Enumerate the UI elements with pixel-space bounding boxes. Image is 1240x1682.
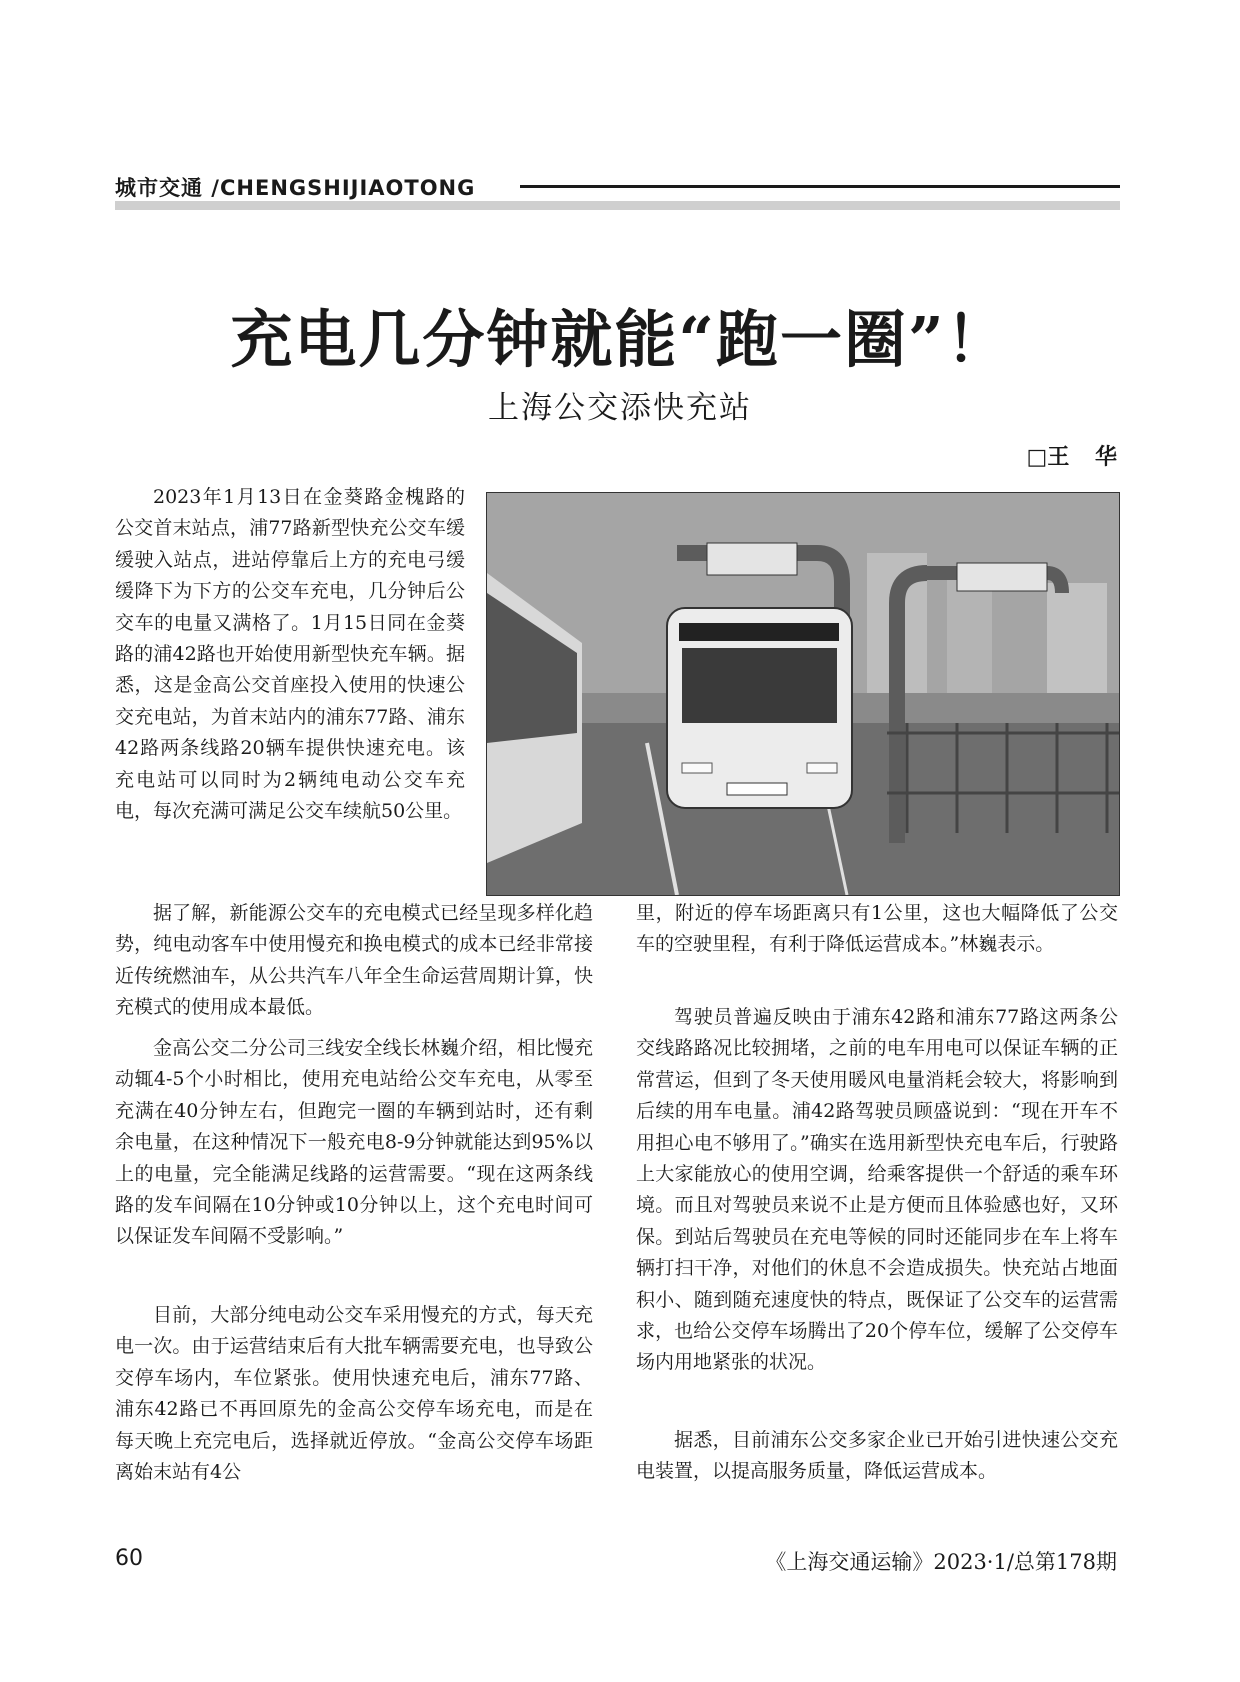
bus-charging-photo [486, 492, 1120, 896]
article-title: 充电几分钟就能“跑一圈”！ [230, 303, 1010, 376]
header-rule [520, 185, 1120, 188]
left-paragraph-3: 金高公交二分公司三线安全线长林巍介绍，相比慢充动辄4-5个小时相比，使用充电站给公交车充电，从零至充满在40分钟左右，但跑完一圈的车辆到站时，还有剩余电量，在这种情况下一般充电8-9分钟就能达到95%以上的电量，完全能满足线路的运营需要。“现在这两条线路的发车间隔在10分钟或10分钟以上，这个充电时间可以保证发车间隔不受影响。” [115, 1037, 593, 1248]
left-paragraph-1: 2023年1月13日在金葵路金槐路的公交首末站点，浦77路新型快充公交车缓缓驶入站点，进站停靠后上方的充电弓缓缓降下为下方的公交车充电，几分钟后公交车的电量又满格了。1月15日同在金葵路的浦42路也开始使用新型快充车辆。据悉，这是金高公交首座投入使用的快速公交充电站，为首末站内的浦东77路、浦东42路两条线路20辆车提供快速充电。该充电站可以同时为2辆纯电动公交车充电，每次充满可满足公交车续航50公里。 [115, 486, 465, 823]
section-header [115, 168, 1120, 210]
right-paragraph-1: 里，附近的停车场距离只有1公里，这也大幅降低了公交车的空驶里程，有利于降低运营成本。”林巍表示。 [636, 902, 1118, 956]
page-number: 60 [115, 1546, 143, 1571]
section-label: 城市交通 /CHENGSHIJIAOTONG [115, 176, 476, 200]
left-paragraph-4: 目前，大部分纯电动公交车采用慢充的方式，每天充电一次。由于运营结束后有大批车辆需要充电，也导致公交停车场内，车位紧张。使用快速充电后，浦东77路、浦东42路已不再回原先的金高公交停车场充电，而是在每天晚上充完电后，选择就近停放。“金高公交停车场距离始末站有4公 [115, 1304, 593, 1484]
bus-charging-station-photo-icon [487, 493, 1119, 895]
article-subtitle: 上海公交添快充站 [488, 390, 752, 426]
header-gray-bar [115, 201, 1120, 210]
right-paragraph-3: 据悉，目前浦东公交多家企业已开始引进快速公交充电装置，以提高服务质量，降低运营成本。 [636, 1429, 1118, 1483]
left-paragraph-2: 据了解，新能源公交车的充电模式已经呈现多样化趋势，纯电动客车中使用慢充和换电模式的成本已经非常接近传统燃油车，从公共汽车八年全生命运营周期计算，快充模式的使用成本最低。 [115, 902, 593, 1019]
journal-info: 《上海交通运输》2023·1/总第178期 [765, 1550, 1117, 1574]
article-author: □王 华 [1026, 445, 1117, 470]
right-paragraph-2: 驾驶员普遍反映由于浦东42路和浦东77路这两条公交线路路况比较拥堵，之前的电车用电可以保证车辆的正常营运，但到了冬天使用暖风电量消耗会较大，将影响到后续的用车电量。浦42路驾驶员顾盛说到：“现在开车不用担心电不够用了。”确实在选用新型快充电车后，行驶路上大家能放心的使用空调，给乘客提供一个舒适的乘车环境。而且对驾驶员来说不止是方便而且体验感也好，又环保。到站后驾驶员在充电等候的同时还能同步在车上将车辆打扫干净，对他们的休息不会造成损失。快充站占地面积小、随到随充速度快的特点，既保证了公交车的运营需求，也给公交停车场腾出了20个停车位，缓解了公交停车场内用地紧张的状况。 [636, 1006, 1118, 1374]
